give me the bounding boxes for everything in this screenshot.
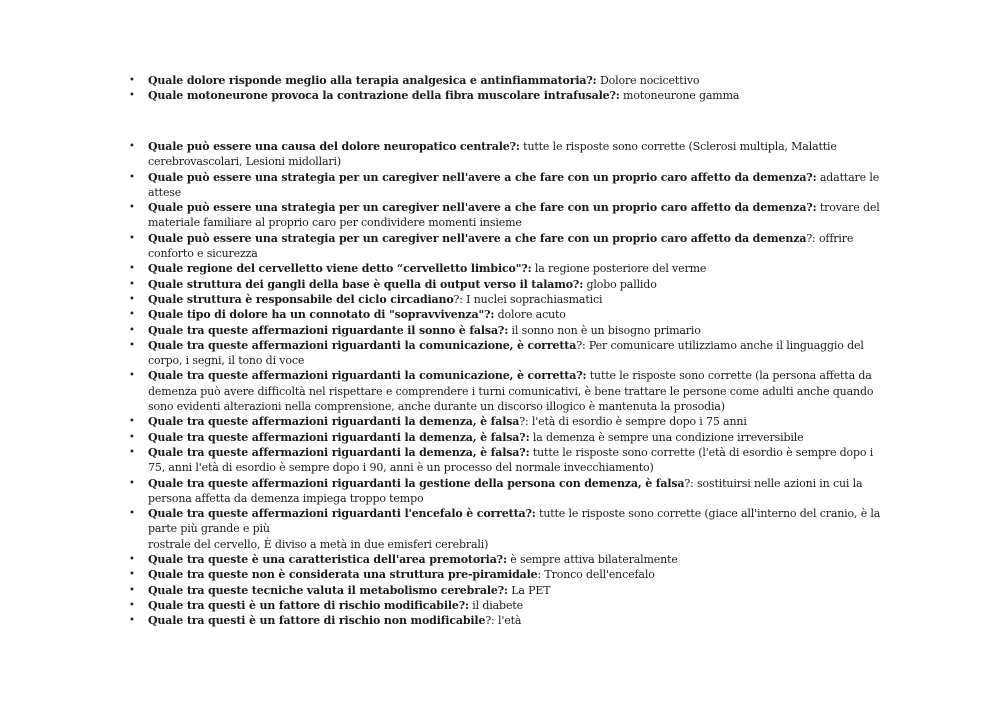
bullet-icon: • xyxy=(129,75,135,86)
list-item xyxy=(129,583,884,598)
question-text: Quale tra queste affermazioni riguardanti la demenza, è falsa?: xyxy=(148,430,530,444)
bullet-icon: • xyxy=(129,309,135,321)
question-text: Quale tra queste tecniche valuta il metabolismo cerebrale?: xyxy=(148,583,508,597)
list-item xyxy=(129,338,884,369)
list-item xyxy=(129,414,884,429)
question-text: Quale tra queste è una caratteristica dell'area premotoria?: xyxy=(148,553,507,567)
answer-text: il sonno non è un bisogno primario xyxy=(508,323,701,337)
list-item xyxy=(129,307,884,322)
answer-text: dolore acuto xyxy=(494,308,566,322)
question-text: Quale tra queste affermazioni riguardanti la gestione della persona con demenza, è falsa xyxy=(148,476,685,490)
bullet-icon: • xyxy=(129,431,135,443)
answer-text: tutte le risposte sono corrette (giace all'interno del cranio, è la parte più grande e più xyxy=(148,507,881,536)
answer-text: globo pallido xyxy=(583,277,657,291)
list-item xyxy=(129,476,884,507)
bullet-icon: • xyxy=(129,615,135,627)
question-text: Quale può essere una strategia per un caregiver nell'avere a che fare con un proprio caro affetto da demenza?: xyxy=(148,170,817,184)
answer-text: tutte le risposte sono corrette (Sclerosi multipla, Malattie cerebrovascolari, Lesioni midollari) xyxy=(148,140,837,169)
list-item xyxy=(129,368,884,414)
question-text: Quale tra questi è un fattore di rischio modificabile?: xyxy=(148,598,469,612)
bullet-icon: • xyxy=(129,202,135,214)
answer-text: ?: offrire conforto e sicurezza xyxy=(148,231,854,261)
bullet-icon: • xyxy=(129,508,135,520)
question-text: Quale può essere una causa del dolore neuropatico centrale?: xyxy=(148,140,520,153)
question-text: Quale tra queste affermazioni riguardanti la comunicazione, è corretta xyxy=(148,338,577,352)
question-text: Quale può essere una strategia per un caregiver nell'avere a che fare con un proprio caro affetto da demenza xyxy=(148,231,807,245)
answer-text: motoneurone gamma xyxy=(619,89,740,103)
answer-text: ?: Per comunicare utilizziamo anche il linguaggio del corpo, i segni, il tono di voce xyxy=(148,338,864,368)
list-item xyxy=(129,292,884,307)
answer-text: la regione posteriore del verme xyxy=(531,262,707,276)
answer-text: tutte le risposte sono corrette (l'età di esordio è sempre dopo i 75, anni l'età di esordio è sempre dopo i 90, anni è un processo del normale invecchiamento) xyxy=(148,445,874,475)
bullet-icon: • xyxy=(129,569,135,581)
list-item xyxy=(129,552,884,567)
question-text: Quale regione del cervelletto viene detto “cervelletto limbico"?: xyxy=(148,262,532,276)
answer-text: ?: I nuclei soprachiasmatici xyxy=(453,292,603,306)
bullet-icon: • xyxy=(129,599,135,611)
question-text: Quale tra queste affermazioni riguardanti la demenza, è falsa xyxy=(148,415,520,429)
question-text: Quale tra questi è un fattore di rischio non modificabile xyxy=(148,614,486,628)
answer-text: la demenza è sempre una condizione irreversibile xyxy=(529,430,804,444)
question-list-main xyxy=(129,139,884,629)
bullet-icon: • xyxy=(129,324,135,336)
answer-text: Dolore nocicettivo xyxy=(596,74,700,87)
bullet-icon: • xyxy=(129,446,135,458)
answer-text: ?: l'età di esordio è sempre dopo i 75 anni xyxy=(519,415,747,429)
question-text: Quale struttura è responsabile del ciclo circadiano xyxy=(148,292,454,306)
answer-text-continued: rostrale del cervello, È diviso a metà in due emisferi cerebrali) xyxy=(148,537,489,551)
list-item xyxy=(129,200,884,231)
list-item xyxy=(129,139,884,170)
question-list-top xyxy=(129,73,884,104)
bullet-icon: • xyxy=(129,477,135,489)
answer-text: trovare del materiale familiare al proprio caro per condividere momenti insieme xyxy=(148,201,880,230)
bullet-icon: • xyxy=(129,263,135,275)
list-item xyxy=(129,445,884,476)
answer-text: ?: sostituirsi nelle azioni in cui la persona affetta da demenza impiega troppo tempo xyxy=(148,476,863,505)
list-item xyxy=(129,598,884,613)
list-item xyxy=(129,323,884,338)
answer-text: tutte le risposte sono corrette (la persona affetta da demenza può avere difficoltà nel rispettare e comprendere i turni comunicativi, è bene trattare le persone come adulti anche quando sono evidenti alterazioni nella comprensione, anche durante un discorso illogico è mantenuta la prosodia) xyxy=(148,369,874,414)
list-item xyxy=(129,170,884,201)
question-text: Quale tra queste affermazioni riguardante il sonno è falsa?: xyxy=(148,323,509,337)
answer-text: : Tronco dell'encefalo xyxy=(537,568,655,582)
answer-text: La PET xyxy=(507,583,551,597)
bullet-icon: • xyxy=(129,171,135,183)
bullet-icon: • xyxy=(129,554,135,566)
list-item xyxy=(129,88,884,103)
question-text: Quale tra queste affermazioni riguardanti l'encefalo è corretta?: xyxy=(148,507,536,521)
list-item xyxy=(129,277,884,292)
bullet-icon: • xyxy=(129,370,135,382)
question-text: Quale tipo di dolore ha un connotato di "sopravvivenza"?: xyxy=(148,308,495,322)
list-item xyxy=(129,231,884,262)
question-text: Quale motoneurone provoca la contrazione della fibra muscolare intrafusale?: xyxy=(148,89,620,103)
bullet-icon: • xyxy=(129,232,135,244)
bullet-icon: • xyxy=(129,416,135,428)
list-item xyxy=(129,261,884,276)
answer-text: è sempre attiva bilateralmente xyxy=(506,553,678,567)
list-item xyxy=(129,73,884,88)
list-item xyxy=(129,567,884,582)
answer-text: il diabete xyxy=(468,598,523,612)
question-text: Quale tra queste non è considerata una struttura pre-piramidale xyxy=(148,568,538,582)
bullet-icon: • xyxy=(129,141,135,152)
list-item xyxy=(129,613,884,628)
bullet-icon: • xyxy=(129,90,135,102)
question-text: Quale tra queste affermazioni riguardanti la comunicazione, è corretta?: xyxy=(148,369,587,383)
question-text: Quale dolore risponde meglio alla terapia analgesica e antinfiammatoria?: xyxy=(148,74,597,87)
list-item xyxy=(129,430,884,445)
question-text: Quale può essere una strategia per un caregiver nell'avere a che fare con un proprio caro affetto da demenza?: xyxy=(148,201,817,215)
bullet-icon: • xyxy=(129,278,135,290)
bullet-icon: • xyxy=(129,584,135,596)
bullet-icon: • xyxy=(129,339,135,351)
bullet-icon: • xyxy=(129,293,135,305)
answer-text: adattare le attese xyxy=(148,170,880,199)
answer-text: ?: l'età xyxy=(485,614,522,628)
list-item xyxy=(129,506,884,552)
question-text: Quale tra queste affermazioni riguardanti la demenza, è falsa?: xyxy=(148,445,530,459)
question-text: Quale struttura dei gangli della base è quella di output verso il talamo?: xyxy=(148,277,584,291)
